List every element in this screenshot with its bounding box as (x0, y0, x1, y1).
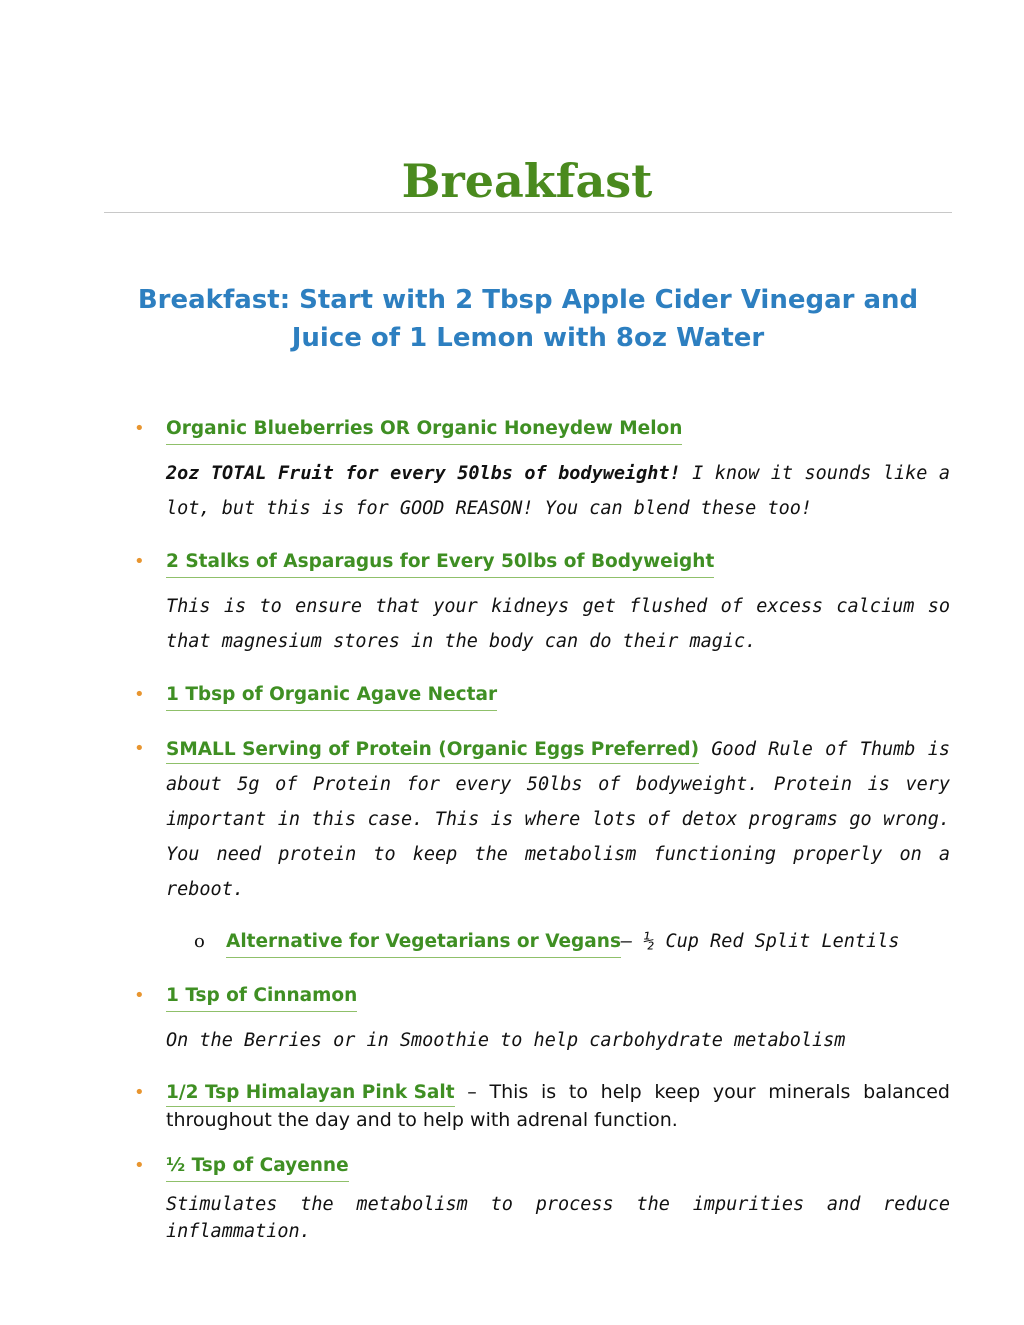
item-heading[interactable]: Organic Blueberries OR Organic Honeydew Melon (166, 414, 682, 445)
item-description: This is to ensure that your kidneys get flushed of excess calcium so that magnesium stores in the body can do their magic. (166, 596, 950, 652)
item-heading[interactable]: SMALL Serving of Protein (Organic Eggs Preferred) (166, 737, 699, 764)
item-description (166, 1079, 950, 1134)
list-item-asparagus (134, 547, 950, 659)
item-description (166, 732, 950, 907)
bullet-icon: • (134, 418, 145, 439)
list-item-cayenne (134, 1151, 950, 1245)
item-heading[interactable]: 2 Stalks of Asparagus for Every 50lbs of Bodyweight (166, 547, 714, 578)
item-heading[interactable]: ½ Tsp of Cayenne (166, 1151, 349, 1182)
sub-item-tail: – ½ Cup Red Split Lentils (620, 931, 900, 952)
bullet-icon: • (134, 985, 145, 1006)
section-subtitle: Breakfast: Start with 2 Tbsp Apple Cider Vinegar and Juice of 1 Lemon with 8oz Water (137, 285, 919, 353)
item-description: Stimulates the metabolism to process the impurities and reduce inflammation. (166, 1194, 950, 1242)
item-description-text: Good Rule of Thumb is about 5g of Protein for every 50lbs of bodyweight. Protein is very important in this case. This is where lots of detox programs go wrong. You need protein to keep the metabolism functioning properly on a reboot. (166, 739, 950, 900)
sub-list-item-vegan (194, 927, 954, 958)
list-item-protein (134, 734, 950, 907)
page-title: Breakfast (401, 154, 653, 208)
list-item-blueberries (134, 414, 950, 526)
list-item-cinnamon (134, 981, 950, 1058)
sub-item-heading[interactable]: Alternative for Vegetarians or Vegans (226, 927, 621, 958)
bullet-icon: • (134, 684, 145, 705)
list-item-agave (134, 680, 950, 711)
item-description (166, 456, 950, 526)
title-divider (104, 212, 952, 213)
item-heading[interactable]: 1 Tbsp of Organic Agave Nectar (166, 680, 497, 711)
item-heading[interactable]: 1/2 Tsp Himalayan Pink Salt (166, 1080, 455, 1107)
bullet-icon: • (134, 1155, 145, 1176)
item-description-text: – This is to help keep your minerals balanced throughout the day and to help with adrenal function. (166, 1081, 950, 1131)
item-description-bold: 2oz TOTAL Fruit for every 50lbs of bodyweight! (166, 463, 681, 484)
list-item-salt (134, 1078, 950, 1134)
bullet-icon: • (134, 551, 145, 572)
bullet-icon: • (134, 738, 145, 759)
item-description-text: I know it sounds like a lot, but this is for GOOD REASON! You can blend these too! (166, 463, 950, 519)
bullet-icon: • (134, 1082, 145, 1103)
item-heading[interactable]: 1 Tsp of Cinnamon (166, 981, 357, 1012)
item-description: On the Berries or in Smoothie to help carbohydrate metabolism (166, 1030, 846, 1051)
sub-bullet-icon: o (194, 931, 205, 952)
